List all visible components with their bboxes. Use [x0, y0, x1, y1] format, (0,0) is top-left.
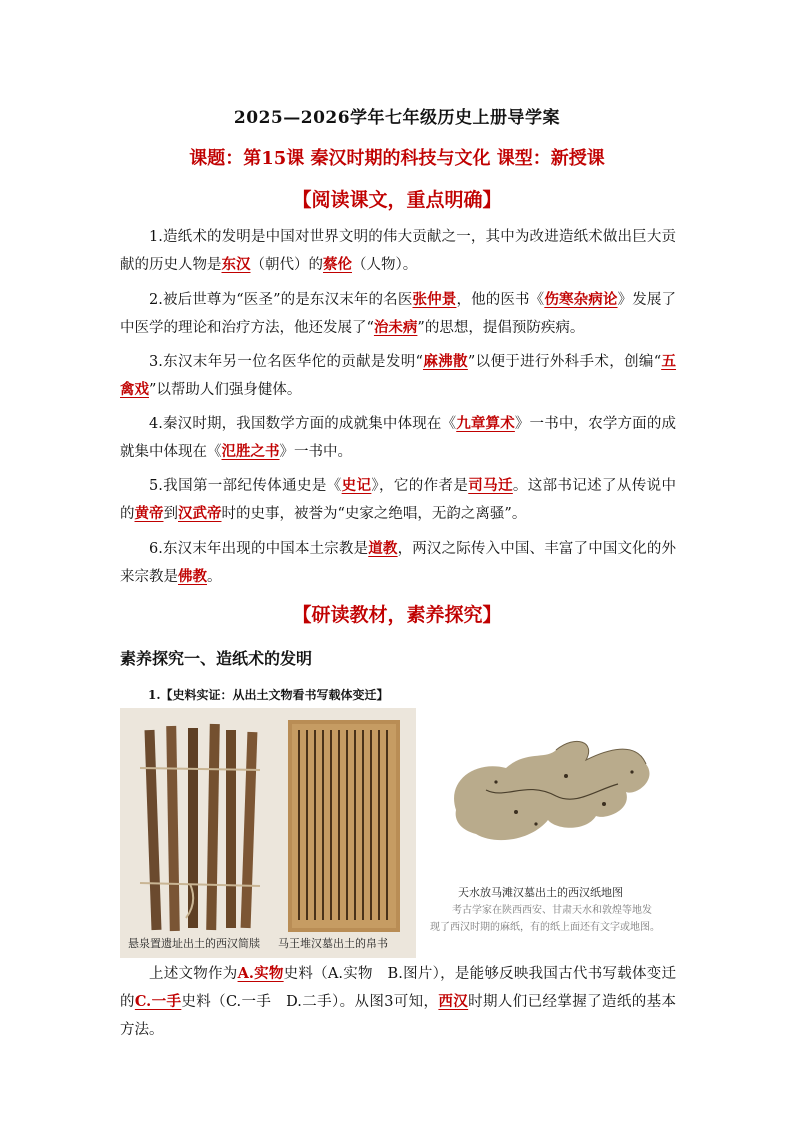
question-text: ”以便于进行外科手术，创编“: [467, 354, 662, 370]
answer: 蔡伦: [323, 256, 352, 273]
question-text: 4.秦汉时期，我国数学方面的成就集中体现在《: [149, 416, 457, 432]
section-heading-explore: 【研读教材，素养探究】: [292, 604, 502, 626]
bamboo-slips-image: [140, 724, 260, 931]
explore-title: 素养探究一、造纸术的发明: [120, 649, 313, 668]
answer: 司马迁: [468, 477, 513, 494]
page-title: 2025—2026学年七年级历史上册导学案: [233, 108, 561, 128]
question-1: [120, 223, 676, 279]
question-text: 》，它的作者是: [371, 478, 469, 494]
question-text: 5.我国第一部纪传体通史是《: [149, 478, 342, 494]
silk-manuscript-image: [288, 720, 400, 932]
answer: 东汉: [221, 256, 251, 273]
question-text: 到: [163, 506, 178, 522]
question-text: （朝代）的: [250, 257, 323, 273]
paper-map-caption: 天水放马滩汉墓出土的西汉纸地图: [458, 886, 623, 899]
answer: 伤寒杂病论: [544, 291, 618, 308]
paper-map-image: [436, 720, 666, 880]
question-text: 》发展了中医学的理论和治疗方法，他还发展了“: [120, 292, 677, 336]
silk-manuscript-caption: 马王堆汉墓出土的帛书: [278, 937, 388, 950]
artifact-photo-panel: [120, 708, 416, 958]
question-4: [120, 410, 676, 466]
answer: 佛教: [178, 568, 207, 585]
answer: C.一手: [134, 993, 182, 1010]
question-text: 2.被后世尊为“医圣”的是东汉末年的名医: [149, 292, 413, 308]
answer: 西汉: [438, 993, 469, 1010]
answer: 史记: [341, 477, 372, 494]
artifact-photos: [120, 708, 416, 958]
answer: 汉武帝: [178, 505, 222, 522]
question-text: 上述文物作为: [149, 966, 238, 982]
question-text: 时期人们已经掌握了造纸的基本方法。: [120, 994, 676, 1038]
lesson-subtitle: 课题：第15课 秦汉时期的科技与文化 课型：新授课: [189, 148, 605, 169]
answer: 张仲景: [412, 291, 457, 308]
question-text: ”以帮助人们强身健体。: [149, 382, 302, 398]
question-text: 6.东汉末年出现的中国本土宗教是: [149, 541, 369, 557]
answer: 九章算术: [456, 415, 515, 432]
section-heading-reading: 【阅读课文，重点明确】: [292, 189, 502, 211]
question-text: 。: [207, 569, 222, 585]
question-text: 。这部书记述了从传说中的: [120, 478, 677, 522]
question-text: 史料（C.一手 D.二手）。从图3可知，: [181, 994, 439, 1010]
answer: 道教: [368, 540, 398, 557]
answer: 氾胜之书: [221, 443, 280, 460]
question-text: ”的思想，提倡预防疾病。: [417, 320, 585, 336]
question-text: ，两汉之际传入中国、丰富了中国文化的外来宗教是: [120, 541, 677, 585]
question-5: [120, 472, 676, 528]
question-text: 1.造纸术的发明是中国对世界文明的伟大贡献之一，其中为改进造纸术做出巨大贡献的历史人物是: [120, 229, 676, 273]
answer: 治未病: [373, 319, 418, 336]
question-text: 》一书中。: [279, 444, 352, 460]
question-text: 3.东汉末年另一位名医华佗的贡献是发明“: [149, 354, 423, 370]
question-text: 史料（A.实物 B.图片），是能够反映我国古代书写载体变迁的: [120, 966, 676, 1010]
answer: 五禽戏: [120, 353, 677, 398]
paper-map-note: 考古学家在陕西西安、甘肃天水和敦煌等地发现了西汉时期的麻纸，有的纸上面还有文字或地图。: [430, 905, 660, 933]
source-question: [120, 960, 676, 1044]
question-text: 时的史事，被誉为“史家之绝唱，无韵之离骚”。: [221, 506, 527, 522]
source-title: 1.【史料实证：从出土文物看书写载体变迁】: [148, 688, 389, 702]
bamboo-slips-caption: 悬泉置遗址出土的西汉简牍: [128, 937, 260, 950]
question-3: [120, 348, 676, 404]
question-text: （人物）。: [352, 257, 418, 273]
question-2: [120, 286, 676, 342]
question-6: [120, 535, 676, 591]
question-text: ，他的医书《: [456, 292, 545, 308]
question-text: 》一书中，农学方面的成就集中体现在《: [120, 416, 677, 460]
answer: A.实物: [237, 965, 284, 982]
answer: 麻沸散: [422, 353, 468, 370]
answer: 黄帝: [134, 505, 164, 522]
